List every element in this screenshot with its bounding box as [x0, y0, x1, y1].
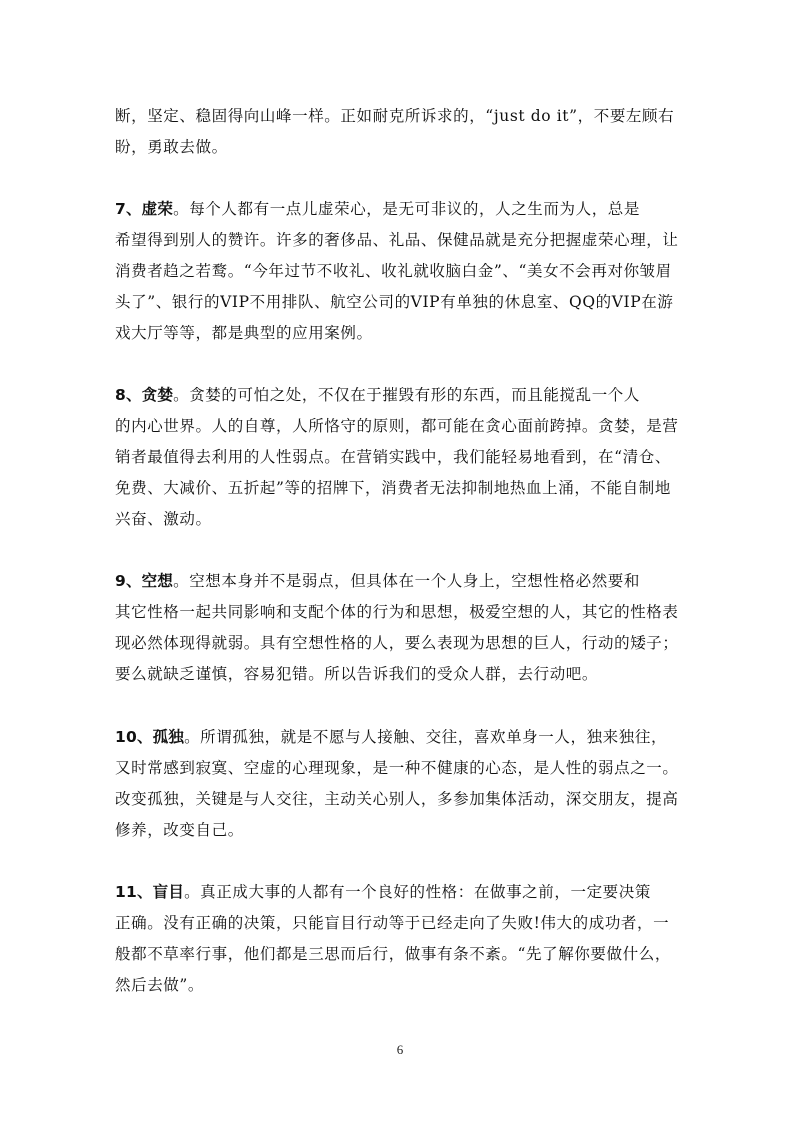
text-fragment: 。所谓孤独，就是不愿与人接触、交往，喜欢单身一人，独来独往， [184, 728, 668, 746]
text-fragment: 。空想本身并不是弱点，但具体在一个人身上，空想性格必然要和 [173, 572, 640, 590]
text-line: 般都不草率行事，他们都是三思而后行，做事有条不紊。“先了解你要做什么， [115, 945, 671, 963]
text-fragment: 。每个人都有一点儿虚荣心，是无可非议的，人之生而为人，总是 [173, 200, 640, 218]
text-line: 又时常感到寂寞、空虚的心理现象，是一种不健康的心态，是人性的弱点之一。 [115, 759, 679, 777]
paragraph-loneliness [115, 722, 690, 846]
text-line: 然后去做”。 [115, 976, 205, 994]
text-line [115, 877, 690, 908]
text-fragment: 。真正成大事的人都有一个良好的性格：在做事之前，一定要决策 [184, 883, 651, 901]
text-line: 其它性格一起共同影响和支配个体的行为和思想，极爱空想的人，其它的性格表 [115, 603, 679, 621]
text-line: 希望得到别人的赞许。许多的奢侈品、礼品、保健品就是充分把握虚荣心理，让 [115, 231, 679, 249]
text-line: 免费、大减价、五折起”等的招牌下，消费者无法抑制地热血上涌，不能自制地 [115, 479, 671, 497]
text-fragment: 。贪婪的可怕之处，不仅在于摧毁有形的东西，而且能搅乱一个人 [173, 386, 640, 404]
text-line: 断，坚定、稳固得向山峰一样。正如耐克所诉求的，“just do it”，不要左顾右 [115, 107, 675, 125]
paragraph-blindness [115, 877, 690, 1001]
text-line: 正确。没有正确的决策，只能盲目行动等于已经走向了失败!伟大的成功者，一 [115, 914, 670, 932]
text-line [115, 194, 690, 225]
text-line [115, 722, 690, 753]
text-line: 改变孤独，关键是与人交往，主动关心别人，多参加集体活动，深交朋友，提高 [115, 790, 679, 808]
paragraph-greed [115, 380, 690, 535]
text-line: 销者最值得去利用的人性弱点。在营销实践中，我们能轻易地看到，在“清仓、 [115, 448, 671, 466]
section-heading: 9、空想 [115, 572, 174, 590]
text-line: 兴奋、激动。 [115, 510, 212, 528]
text-line [115, 566, 690, 597]
text-line: 要么就缺乏谨慎，容易犯错。所以告诉我们的受众人群，去行动吧。 [115, 665, 599, 683]
section-heading: 7、虚荣 [115, 200, 174, 218]
section-heading: 8、贪婪 [115, 386, 174, 404]
section-heading: 11、盲目 [115, 883, 185, 901]
text-line: 的内心世界。人的自尊，人所恪守的原则，都可能在贪心面前跨掉。贪婪，是营 [115, 417, 679, 435]
text-line: 消费者趋之若鹜。“今年过节不收礼、收礼就收脑白金”、“美女不会再对你皱眉 [115, 262, 672, 280]
text-line: 修养，改变自己。 [115, 821, 244, 839]
section-heading: 10、孤独 [115, 728, 185, 746]
paragraph-vanity [115, 194, 690, 349]
text-line: 戏大厅等等，都是典型的应用案例。 [115, 324, 373, 342]
paragraph-continuation [115, 101, 690, 163]
page-number: 6 [396, 1042, 404, 1057]
text-line: 现必然体现得就弱。具有空想性格的人，要么表现为思想的巨人，行动的矮子； [115, 634, 679, 652]
text-line: 盼，勇敢去做。 [115, 138, 228, 156]
text-line: 头了”、银行的VIP不用排队、航空公司的VIP有单独的休息室、QQ的VIP在游 [115, 293, 674, 311]
paragraph-fantasy [115, 566, 690, 690]
text-line [115, 380, 690, 411]
